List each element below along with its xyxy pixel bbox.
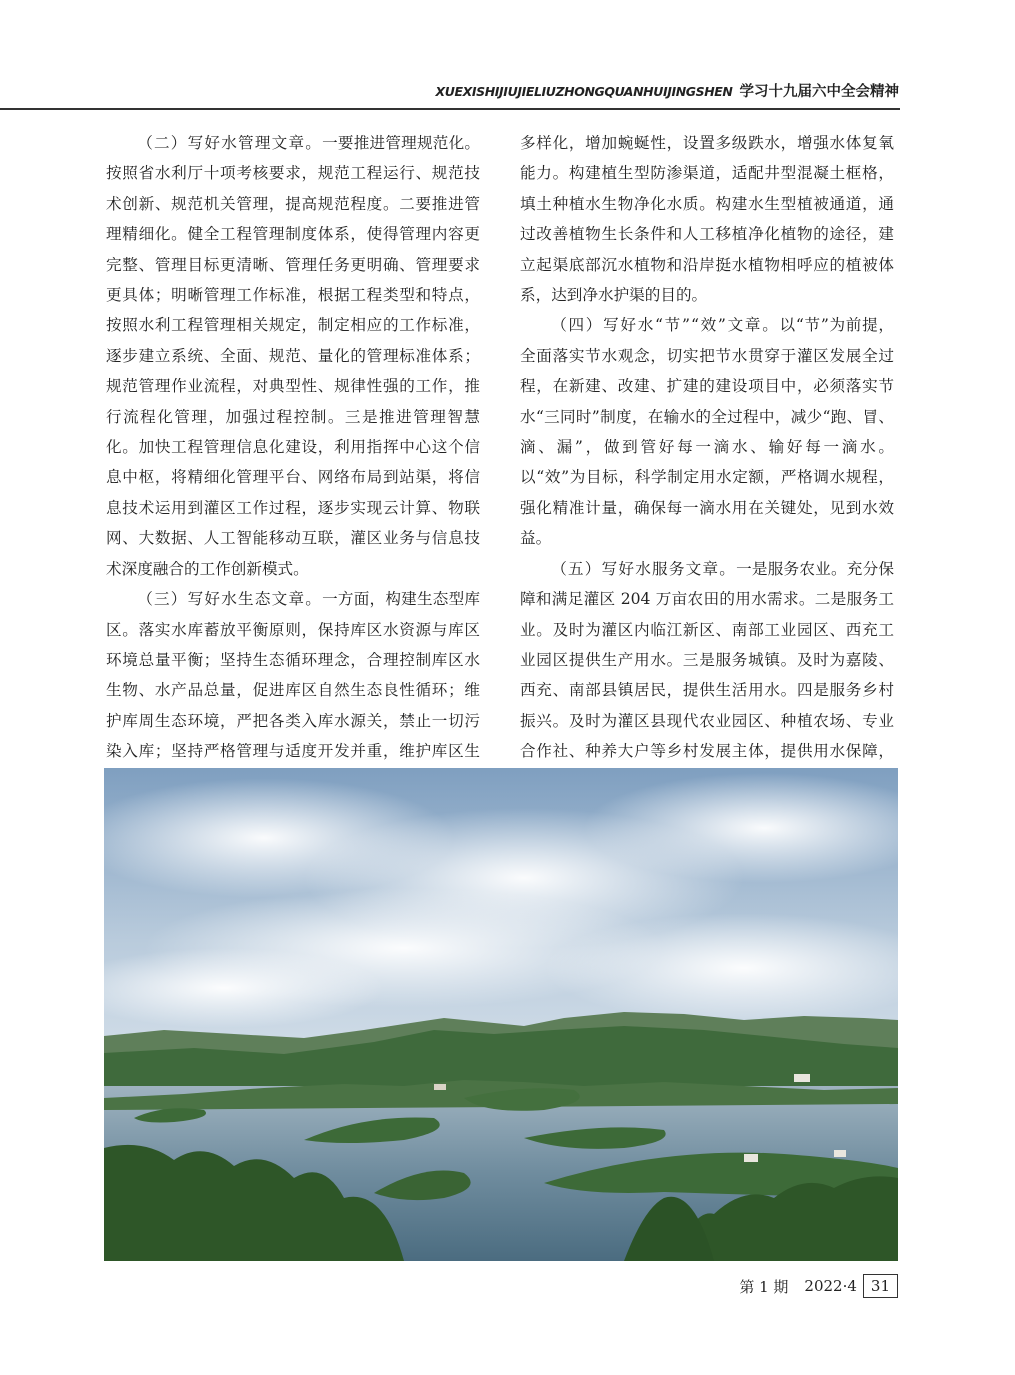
- page-footer: [739, 1270, 898, 1302]
- issue-number: 第 1 期: [739, 1277, 789, 1296]
- paragraph-body: 一方面，构建生态型库区。落实水库蓄放平衡原则，保持库区水资源与库区环境总量平衡；坚持生态循环理念，合理控制库区水生物、水产品总量，促进库区自然生态良性循环；维护库周生态环境，严把各类入库水源关，禁止一切污染入库；坚持严格管理与适度开发并重，维护库区生: [106, 590, 480, 761]
- paragraph-body: 以“节”为前提，全面落实节水观念，切实把节水贯穿于灌区发展全过程，在新建、改建、扩建的建设项目中，必须落实节水“三同时”制度，在输水的全过程中，减少“跑、冒、滴、漏”，做到管好每一滴水、输好每一滴水。以“效”为目标，科学制定用水定额，严格调水规程，强化精准计量，确保每一滴水用在关键处，见到水效益。: [520, 316, 894, 548]
- page-header: [0, 72, 1015, 112]
- header-chinese-title: 学习十九届六中全会精神: [739, 84, 899, 100]
- left-column: [106, 128, 480, 827]
- paragraph-water-service: [520, 554, 894, 797]
- header-pinyin-title: XUEXISHIJIUJIELIUZHONGQUANHUIJINGSHEN: [435, 84, 733, 99]
- page-number: 31: [863, 1274, 898, 1298]
- section-heading: （三）写好水生态文章。: [137, 590, 323, 609]
- paragraph-continued: 多样化，增加蜿蜒性，设置多级跌水，增强水体复氧能力。构建植生型防渗渠道，适配井型混凝土框格，填土种植水生物净化水质。构建水生型植被通道，通过改善植物生长条件和人工移植净化植物的途径，建立起渠底部沉水植物和沿岸挺水植物相呼应的植被体系，达到净水护渠的目的。: [520, 134, 894, 305]
- reservoir-landscape-photo: [104, 768, 898, 1261]
- paragraph-water-saving: [520, 310, 894, 553]
- paragraph-body: 一是服务农业。充分保障和满足灌区 204 万亩农田的用水需求。二是服务工业。及时为灌区内临江新区、南部工业园区、西充工业园区提供生产用水。三是服务城镇。及时为嘉陵、西充、南部县镇居民，提供生活用水。四是服务乡村振兴。及时为灌区县现代农业园区、种植农场、专业合作社、种养大户等乡村发展主体，提供用水保障，: [520, 559, 894, 761]
- header-rule: [0, 108, 900, 110]
- section-heading: （五）写好水服务文章。: [551, 559, 737, 578]
- issue-date: 2022·4: [804, 1277, 857, 1295]
- section-heading: （四）写好水“节”“效”文章。: [551, 316, 780, 335]
- paragraph-water-management: [106, 128, 480, 584]
- right-column: [520, 128, 894, 829]
- section-heading: （二）写好水管理文章。: [137, 134, 323, 152]
- paragraph-body: 一要推进管理规范化。按照省水利厅十项考核要求，规范工程运行、规范技术创新、规范机关管理，提高规范程度。二要推进管理精细化。健全工程管理制度体系，使得管理内容更完整、管理目标更清晰、管理任务更明确、管理要求更具体；明晰管理工作标准，根据工程类型和特点，按照水利工程管理相关规定，制定相应的工作标准，逐步建立系统、全面、规范、量化的管理标准体系；规范管理作业流程，对典型性、规律性强的工作，推行流程化管理，加强过程控制。三是推进管理智慧化。加快工程管理信息化建设，利用指挥中心这个信息中枢，将精细化管理平台、网络布局到站渠，将信息技术运用到灌区工作过程，逐步实现云计算、物联网、大数据、人工智能移动互联，灌区业务与信息技术深度融合的工作创新模式。: [106, 134, 480, 578]
- header-title: [436, 80, 899, 101]
